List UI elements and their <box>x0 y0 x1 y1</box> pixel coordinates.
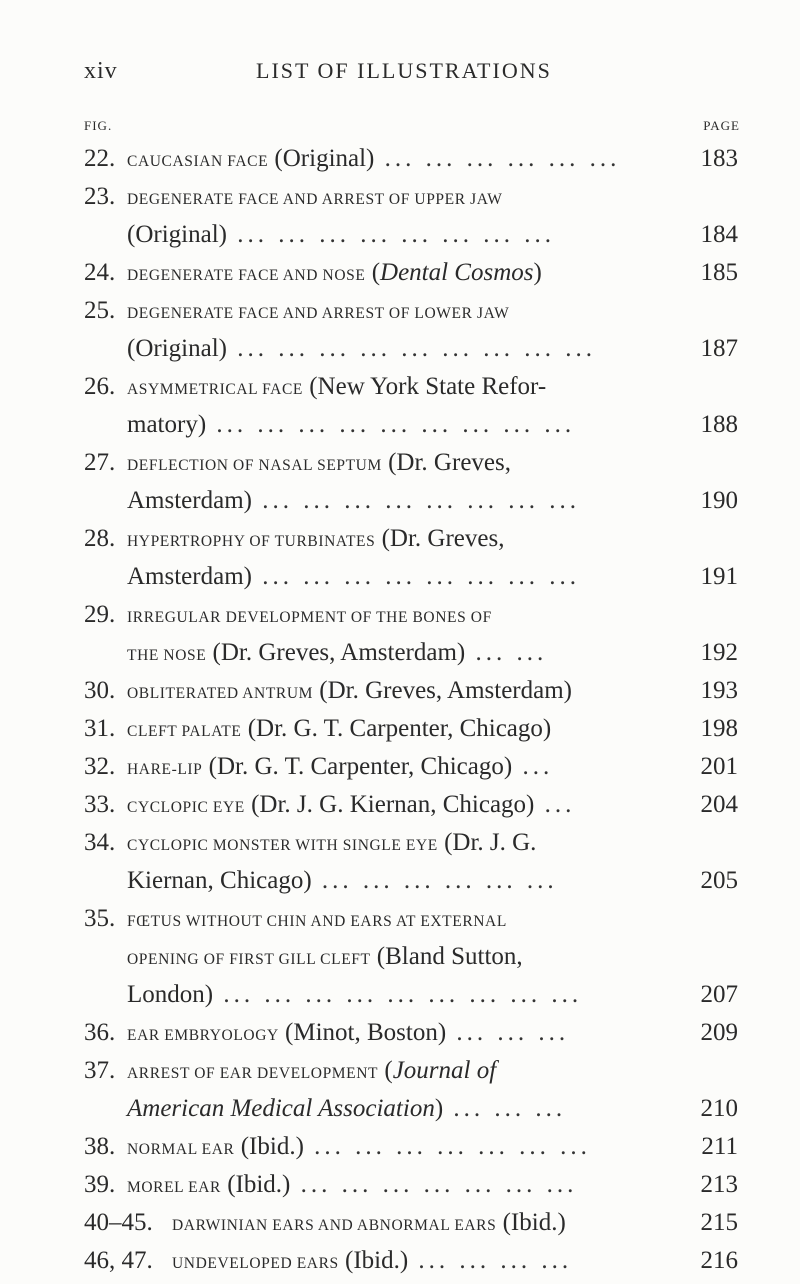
entry-line <box>0 710 800 748</box>
caption-source: (Dr. Greves, <box>375 525 505 552</box>
caption-smallcaps: OPENING OF FIRST GILL CLEFT <box>127 951 371 968</box>
page-number: 198 <box>700 715 738 742</box>
entry-line <box>0 824 800 862</box>
figure-number: 30. <box>84 677 116 704</box>
dot-leader: ... ... ... <box>443 1095 567 1122</box>
figure-number: 39. <box>84 1171 116 1198</box>
figure-number: 33. <box>84 791 116 818</box>
caption-source: (Minot, Boston) <box>278 1019 447 1046</box>
entry-line <box>0 900 800 938</box>
caption-smallcaps: MOREL EAR <box>127 1179 221 1196</box>
page-number: 210 <box>700 1095 738 1122</box>
dot-leader: ... ... ... ... ... ... ... <box>303 1133 591 1160</box>
caption-source: (Dr. Greves, <box>381 449 511 476</box>
entry-text <box>127 824 536 865</box>
page-number: 193 <box>700 677 738 704</box>
list-entry <box>0 254 800 292</box>
entry-text <box>127 406 575 444</box>
caption-smallcaps: DEGENERATE FACE AND ARREST OF UPPER JAW <box>127 191 503 208</box>
entry-text <box>127 748 553 789</box>
caption-source: (Ibid.) <box>234 1133 304 1160</box>
illustrations-list <box>0 140 800 1280</box>
entry-line <box>0 1204 800 1242</box>
caption-smallcaps: CAUCASIAN FACE <box>127 153 269 170</box>
dot-leader: ... ... ... ... ... ... ... ... ... <box>226 335 596 362</box>
caption-smallcaps: ARREST OF EAR DEVELOPMENT <box>127 1065 379 1082</box>
dot-leader: ... ... ... ... ... ... ... <box>290 1171 578 1198</box>
figure-number: 38. <box>84 1133 116 1160</box>
page-number: 185 <box>700 259 738 286</box>
entry-text <box>127 444 511 485</box>
list-entry <box>0 786 800 824</box>
entry-line <box>0 520 800 558</box>
entry-text <box>127 1052 496 1093</box>
caption-source: (Original) <box>268 145 375 172</box>
figure-number: 29. <box>84 601 116 628</box>
figure-number: 23. <box>84 183 116 210</box>
caption-smallcaps: DEGENERATE FACE AND NOSE <box>127 267 366 284</box>
page-number: 205 <box>700 867 738 894</box>
entry-text <box>127 1166 577 1207</box>
list-entry <box>0 368 800 444</box>
caption-source-end: ) <box>434 1095 444 1122</box>
entry-text <box>127 482 580 520</box>
dot-leader: ... ... ... ... <box>408 1247 573 1274</box>
list-entry <box>0 900 800 1014</box>
entry-text <box>127 862 558 900</box>
entry-line <box>0 1128 800 1166</box>
entry-line <box>0 178 800 216</box>
entry-line <box>0 672 800 710</box>
entry-line <box>0 482 800 520</box>
caption-smallcaps: FŒTUS WITHOUT CHIN AND EARS AT EXTERNAL <box>127 913 507 930</box>
entry-line <box>0 368 800 406</box>
list-entry <box>0 710 800 748</box>
entry-text <box>127 672 572 713</box>
list-entry <box>0 520 800 596</box>
entry-line <box>0 1052 800 1090</box>
entry-text <box>127 596 492 637</box>
caption-source: (Ibid.) <box>338 1247 409 1274</box>
dot-leader: ... ... ... ... ... ... ... ... <box>251 487 580 514</box>
caption-source: (New York State Refor- <box>302 373 547 400</box>
list-entry <box>0 1242 800 1280</box>
caption-source: matory) <box>127 411 207 438</box>
list-entry <box>0 444 800 520</box>
list-entry <box>0 1014 800 1052</box>
caption-source: ( <box>365 259 381 286</box>
figure-number: 22. <box>84 145 116 172</box>
entry-line <box>0 1242 800 1280</box>
caption-italic: Dental Cosmos <box>380 259 534 286</box>
entry-text <box>127 1014 569 1055</box>
caption-smallcaps: CLEFT PALATE <box>127 723 242 740</box>
caption-source: Kiernan, Chicago) <box>127 867 312 894</box>
page-number: 213 <box>700 1171 738 1198</box>
caption-italic: American Medical Association <box>127 1095 435 1122</box>
entry-text <box>127 140 620 181</box>
figure-number: 34. <box>84 829 116 856</box>
entry-line <box>0 786 800 824</box>
caption-source: London) <box>127 981 214 1008</box>
page-number: 211 <box>701 1133 738 1160</box>
figure-number: 25. <box>84 297 116 324</box>
page-column-head: PAGE <box>703 118 740 133</box>
entry-text <box>127 634 547 675</box>
entry-text <box>127 330 596 368</box>
dot-leader: ... ... ... ... ... ... ... ... <box>251 563 580 590</box>
list-entry <box>0 672 800 710</box>
entry-line <box>0 1090 800 1128</box>
page-number: 183 <box>700 145 738 172</box>
dot-leader: ... ... ... ... ... ... ... ... ... <box>213 981 583 1008</box>
list-entry <box>0 1204 800 1242</box>
entry-text <box>127 710 551 751</box>
entry-text <box>127 1090 566 1128</box>
figure-number: 24. <box>84 259 116 286</box>
entry-line <box>0 558 800 596</box>
caption-smallcaps: CYCLOPIC EYE <box>127 799 245 816</box>
entry-text <box>127 520 504 561</box>
fig-column-head: FIG. <box>84 118 113 133</box>
caption-smallcaps: OBLITERATED ANTRUM <box>127 685 314 702</box>
caption-smallcaps: NORMAL EAR <box>127 1141 235 1158</box>
caption-source: (Ibid.) <box>496 1209 566 1236</box>
figure-number: 28. <box>84 525 116 552</box>
entry-line <box>0 330 800 368</box>
list-entry <box>0 1052 800 1128</box>
entry-text <box>127 368 546 409</box>
caption-source: (Bland Sutton, <box>370 943 523 970</box>
dot-leader: ... ... ... ... ... ... <box>374 145 621 172</box>
page-number: 187 <box>700 335 738 362</box>
caption-source: (Dr. Greves, Amsterdam) <box>206 639 466 666</box>
figure-number: 35. <box>84 905 116 932</box>
caption-smallcaps: DEGENERATE FACE AND ARREST OF LOWER JAW <box>127 305 510 322</box>
entry-line <box>0 1014 800 1052</box>
running-head: LIST OF ILLUSTRATIONS <box>256 58 552 83</box>
entry-line <box>0 976 800 1014</box>
caption-smallcaps: THE NOSE <box>127 647 207 664</box>
list-entry <box>0 1166 800 1204</box>
caption-source: (Dr. Greves, Amsterdam) <box>313 677 572 704</box>
caption-source: (Dr. J. G. Kiernan, Chicago) <box>244 791 535 818</box>
caption-smallcaps: DEFLECTION OF NASAL SEPTUM <box>127 457 382 474</box>
caption-source-end: ) <box>533 259 542 286</box>
caption-source: (Original) <box>127 335 227 362</box>
dot-leader: ... ... ... <box>446 1019 570 1046</box>
entry-line <box>0 140 800 178</box>
dot-leader: ... ... ... ... ... ... ... ... <box>226 221 555 248</box>
figure-number: 37. <box>84 1057 116 1084</box>
page-number: 191 <box>700 563 738 590</box>
entry-line <box>0 748 800 786</box>
entry-line <box>0 444 800 482</box>
list-entry <box>0 178 800 254</box>
page-number: 216 <box>700 1247 738 1274</box>
entry-line <box>0 1166 800 1204</box>
entry-text <box>127 178 503 219</box>
caption-smallcaps: IRREGULAR DEVELOPMENT OF THE BONES OF <box>127 609 492 626</box>
page-number: 192 <box>700 639 738 666</box>
caption-source: (Dr. G. T. Carpenter, Chicago) <box>202 753 513 780</box>
caption-source: Amsterdam) <box>127 563 252 590</box>
entry-text <box>172 1242 572 1283</box>
entry-text <box>127 938 523 979</box>
entry-line <box>0 216 800 254</box>
page-number: 207 <box>700 981 738 1008</box>
page-number: 201 <box>700 753 738 780</box>
page-number: 215 <box>700 1209 738 1236</box>
figure-number: 27. <box>84 449 116 476</box>
dot-leader: ... ... ... ... ... ... <box>311 867 558 894</box>
caption-smallcaps: UNDEVELOPED EARS <box>172 1255 339 1272</box>
dot-leader: ... ... <box>465 639 548 666</box>
page-number: 190 <box>700 487 738 514</box>
entry-line <box>0 406 800 444</box>
figure-number: 40–45. <box>84 1209 153 1236</box>
entry-line <box>0 634 800 672</box>
folio: xiv <box>84 58 118 84</box>
caption-smallcaps: EAR EMBRYOLOGY <box>127 1027 279 1044</box>
dot-leader: ... ... ... ... ... ... ... ... ... <box>206 411 576 438</box>
list-entry <box>0 748 800 786</box>
page-header <box>0 58 800 94</box>
list-entry <box>0 292 800 368</box>
list-entry <box>0 824 800 900</box>
entry-text <box>127 254 542 295</box>
list-entry <box>0 596 800 672</box>
entry-text <box>127 292 509 333</box>
entry-line <box>0 938 800 976</box>
entry-line <box>0 596 800 634</box>
page-number: 204 <box>700 791 738 818</box>
list-entry <box>0 1128 800 1166</box>
entry-line <box>0 862 800 900</box>
entry-text <box>127 216 555 254</box>
figure-number: 32. <box>84 753 116 780</box>
caption-source: (Ibid.) <box>220 1171 291 1198</box>
caption-smallcaps: DARWINIAN EARS AND ABNORMAL EARS <box>172 1217 497 1234</box>
entry-text <box>172 1204 566 1245</box>
caption-source: ( <box>378 1057 393 1084</box>
caption-smallcaps: CYCLOPIC MONSTER WITH SINGLE EYE <box>127 837 438 854</box>
caption-source: Amsterdam) <box>127 487 252 514</box>
figure-number: 31. <box>84 715 116 742</box>
entry-text <box>127 1128 591 1169</box>
dot-leader: ... <box>512 753 554 780</box>
caption-italic: Journal of <box>392 1057 497 1084</box>
dot-leader: ... <box>534 791 576 818</box>
figure-number: 46, 47. <box>84 1247 153 1274</box>
caption-smallcaps: ASYMMETRICAL FACE <box>127 381 303 398</box>
figure-number: 36. <box>84 1019 116 1046</box>
list-entry <box>0 140 800 178</box>
entry-text <box>127 558 580 596</box>
caption-smallcaps: HYPERTROPHY OF TURBINATES <box>127 533 376 550</box>
entry-line <box>0 292 800 330</box>
caption-source: (Original) <box>127 221 227 248</box>
entry-text <box>127 786 575 827</box>
entry-text <box>127 976 582 1014</box>
caption-smallcaps: HARE-LIP <box>127 761 203 778</box>
entry-line <box>0 254 800 292</box>
figure-number: 26. <box>84 373 116 400</box>
page-number: 209 <box>700 1019 738 1046</box>
caption-source: (Dr. G. T. Carpenter, Chicago) <box>241 715 552 742</box>
entry-text <box>127 900 507 941</box>
page-number: 188 <box>700 411 738 438</box>
caption-source: (Dr. J. G. <box>437 829 537 856</box>
page-number: 184 <box>700 221 738 248</box>
